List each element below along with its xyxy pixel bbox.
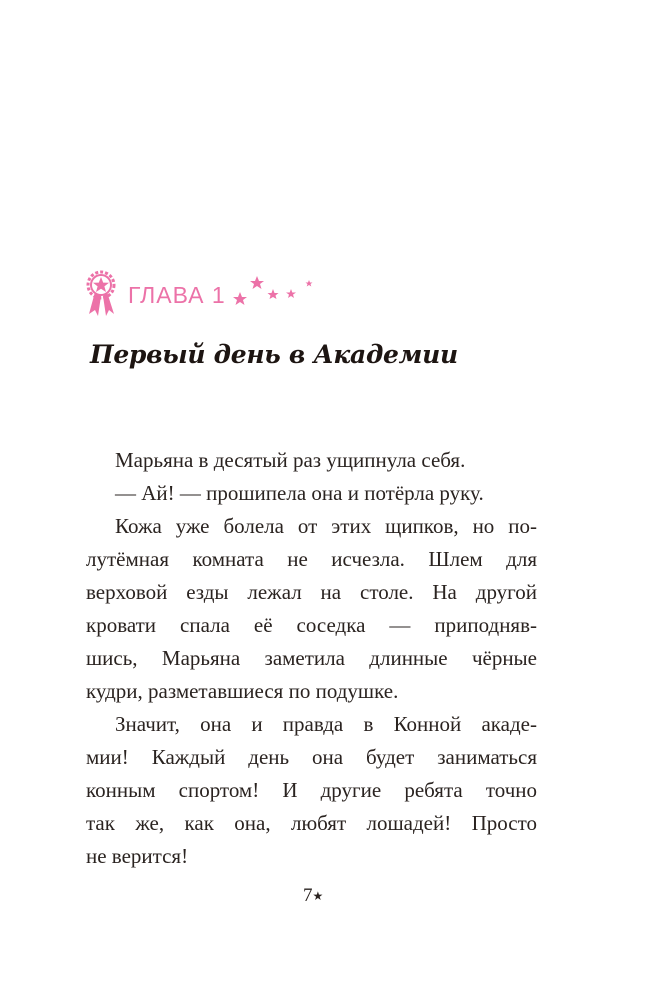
text-line: так же, как она, любят лошадей! Просто [86, 811, 537, 835]
page-number-value: 7 [303, 885, 313, 906]
text-line: Значит, она и правда в Конной акаде- [115, 712, 537, 736]
text-line: — Ай! — прошипела она и потёрла руку. [115, 481, 484, 505]
chapter-title: Первый день в Академии [90, 340, 458, 369]
text-line: верховой езды лежал на столе. На другой [86, 580, 537, 604]
text-line: лутёмная комната не исчезла. Шлем для [86, 547, 537, 571]
body-text [86, 444, 537, 873]
text-line: не верится! [86, 844, 189, 868]
text-line: шись, Марьяна заметила длинные чёрные [86, 646, 537, 670]
text-line: Кожа уже болела от этих щипков, но по- [115, 514, 537, 538]
rosette-icon [86, 270, 116, 320]
page-number [303, 885, 323, 907]
chapter-label: ГЛАВА 1 [128, 281, 226, 308]
chapter-heading [86, 270, 226, 320]
star-icon: ★ [312, 889, 324, 903]
text-line: Марьяна в десятый раз ущипнула себя. [115, 448, 466, 472]
text-line: кудри, разметавшиеся по подушке. [86, 679, 399, 703]
text-line: конным спортом! И другие ребята точно [86, 778, 537, 802]
text-line: кровати спала её соседка — приподняв- [86, 613, 537, 637]
text-line: мии! Каждый день она будет заниматься [86, 745, 537, 769]
stars-decoration-icon [230, 272, 320, 312]
